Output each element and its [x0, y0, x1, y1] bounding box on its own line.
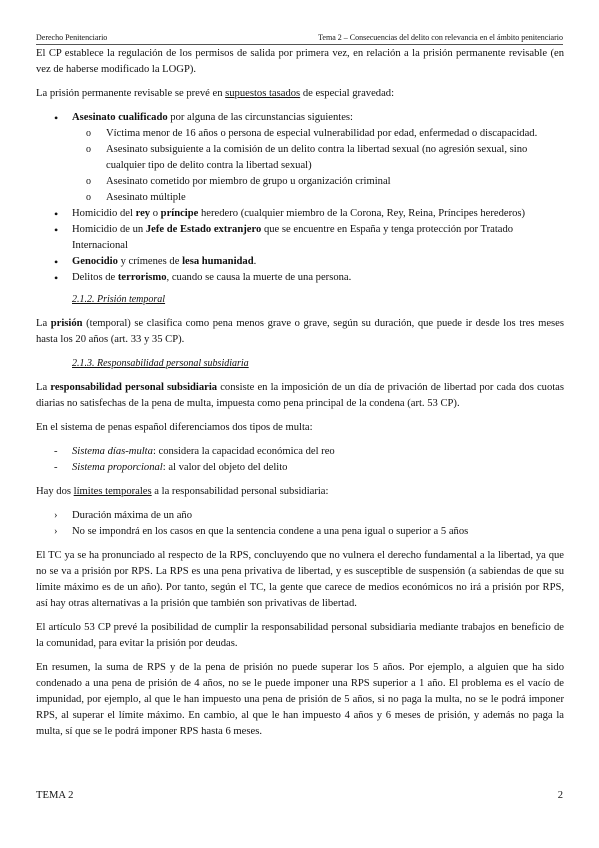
paragraph-permisos: El CP establece la regulación de los permisos de salida por primera vez, en relación a la prisión permanente revisable (en vez de haberse modificado la LOGP). — [36, 48, 564, 75]
underlined-text: límites temporales — [73, 486, 152, 497]
bold-text: Asesinato cualificado — [72, 112, 168, 123]
list-item — [36, 110, 564, 206]
limites-list — [36, 508, 564, 540]
supuestos-list — [36, 110, 564, 286]
bold-text: Genocidio — [72, 256, 118, 267]
text: de especial gravedad: — [300, 88, 395, 99]
list-item — [36, 270, 564, 286]
italic-text: Sistema proporcional — [72, 462, 163, 473]
text: que se encuentre en España y tenga protección por Tratado Internacional — [72, 224, 514, 251]
text: La prisión permanente revisable se prevé en — [36, 88, 226, 99]
text: y crímenes de — [117, 256, 183, 267]
list-item — [36, 254, 564, 270]
list-item — [36, 206, 564, 222]
header-left: Derecho Penitenciario — [36, 33, 108, 42]
bold-text: terrorismo — [117, 272, 167, 283]
underlined-text: supuestos tasados — [225, 88, 301, 99]
text: consiste en la imposición de un día de privación de libertad por cada dos cuotas diarias no satisfechas de la pena de multa, impuesta como pena principal de la condena (art. 53 CP). — [36, 382, 565, 409]
text: a la responsabilidad personal subsidiaria: — [151, 486, 329, 497]
text: Homicidio del — [72, 208, 136, 219]
sub-list-item: o Asesinato cometido por miembro de grupo u organización criminal — [72, 174, 564, 190]
text: : al valor del objeto del delito — [162, 462, 288, 473]
text: La — [36, 318, 51, 329]
header-right: Tema 2 – Consecuencias del delito con relevancia en el ámbito penitenciario — [318, 33, 563, 42]
paragraph-prision-permanente — [36, 86, 564, 102]
text: Homicidio de un — [72, 224, 146, 235]
sub-list-item: o Asesinato subsiguiente a la comisión de un delito contra la libertad sexual (no agresión sexual, sino cualquier tipo de delito contra la libertad sexual) — [72, 142, 564, 174]
paragraph-resumen: En resumen, la suma de RPS y de la pena de prisión no puede superar los 5 años. Por ejemplo, a alguien que ha sido condenado a una pena de prisión de 4 años, no se le puede imponer una RPS superior a 1 año. El problema es el vacío de impunidad, por ejemplo, al que le han impuesto una pena de prisión de 5 años, si no paga la multa, no se le podrá imponer RPS, al superar el límite máximo. En cambio, al que le han impuesto 4 años y 6 meses de prisión, y además no paga la multa, sí que se le podrá imponer RPS hasta 6 meses. — [36, 662, 564, 737]
page-header — [36, 30, 563, 45]
list-item — [36, 460, 564, 476]
text: por alguna de las circunstancias siguientes: — [167, 112, 353, 123]
paragraph-art53: El artículo 53 CP prevé la posibilidad de cumplir la responsabilidad personal subsidiaria mediante trabajos en beneficio de la comunidad, para evitar la prisión por deudas. — [36, 622, 564, 649]
list-item — [36, 222, 564, 254]
italic-text: Sistema días-multa — [72, 446, 153, 457]
text: : considera la capacidad económica del reo — [152, 446, 335, 457]
footer-left: TEMA 2 — [36, 790, 74, 801]
section-heading-rps: 2.1.3. Responsabilidad personal subsidiaria — [72, 358, 249, 369]
paragraph-prision-temporal — [36, 316, 564, 348]
text: o — [150, 208, 161, 219]
list-item — [36, 444, 564, 460]
text: heredero (cualquier miembro de la Corona, Rey, Reina, Príncipes herederos) — [198, 208, 526, 219]
sub-list — [72, 126, 564, 206]
section-heading-prision-temporal: 2.1.2. Prisión temporal — [72, 294, 166, 305]
text: . — [253, 256, 257, 267]
list-item: › Duración máxima de un año — [36, 508, 564, 524]
text: Delitos de — [72, 272, 118, 283]
bold-text: Jefe de Estado extranjero — [145, 224, 262, 235]
sub-list-item: o Asesinato múltiple — [72, 190, 564, 206]
text: La — [36, 382, 51, 393]
bold-text: rey — [135, 208, 151, 219]
bold-text: prisión — [50, 318, 83, 329]
paragraph-rps-definicion — [36, 380, 564, 412]
page-number: 2 — [557, 790, 563, 801]
page-body — [36, 46, 564, 748]
paragraph-limites — [36, 484, 564, 500]
sub-list-item: o Víctima menor de 16 años o persona de especial vulnerabilidad por edad, enfermedad o discapacidad. — [72, 126, 564, 142]
multa-list — [36, 444, 564, 476]
bold-text: príncipe — [160, 208, 199, 219]
paragraph-tc: El TC ya se ha pronunciado al respecto de la RPS, concluyendo que no vulnera el derecho fundamental a la libertad, ya que no se va a prisión por RPS. La RPS es una pena privativa de libertad, y es susceptible de suspensión (a sabiendas de que su límite máximo es de un año). Por tanto, según el TC, la gente que carece de medios económicos no irá a prisión por RPS, así hay otras alternativas a la prisión que también son privativas de libertad. — [36, 550, 564, 609]
bold-text: responsabilidad personal subsidiaria — [50, 382, 218, 393]
text: , cuando se causa la muerte de una persona. — [166, 272, 352, 283]
bold-text: lesa humanidad — [182, 256, 254, 267]
text: Hay dos — [36, 486, 74, 497]
text: (temporal) se clasifica como pena menos grave o grave, según su duración, que puede ir desde los tres meses hasta los 20 años (art. 33 y 35 CP). — [36, 318, 564, 345]
paragraph-tipos-multa: En el sistema de penas español diferenciamos dos tipos de multa: — [36, 422, 313, 433]
list-item: › No se impondrá en los casos en que la sentencia condene a una pena igual o superior a 5 años — [36, 524, 564, 540]
